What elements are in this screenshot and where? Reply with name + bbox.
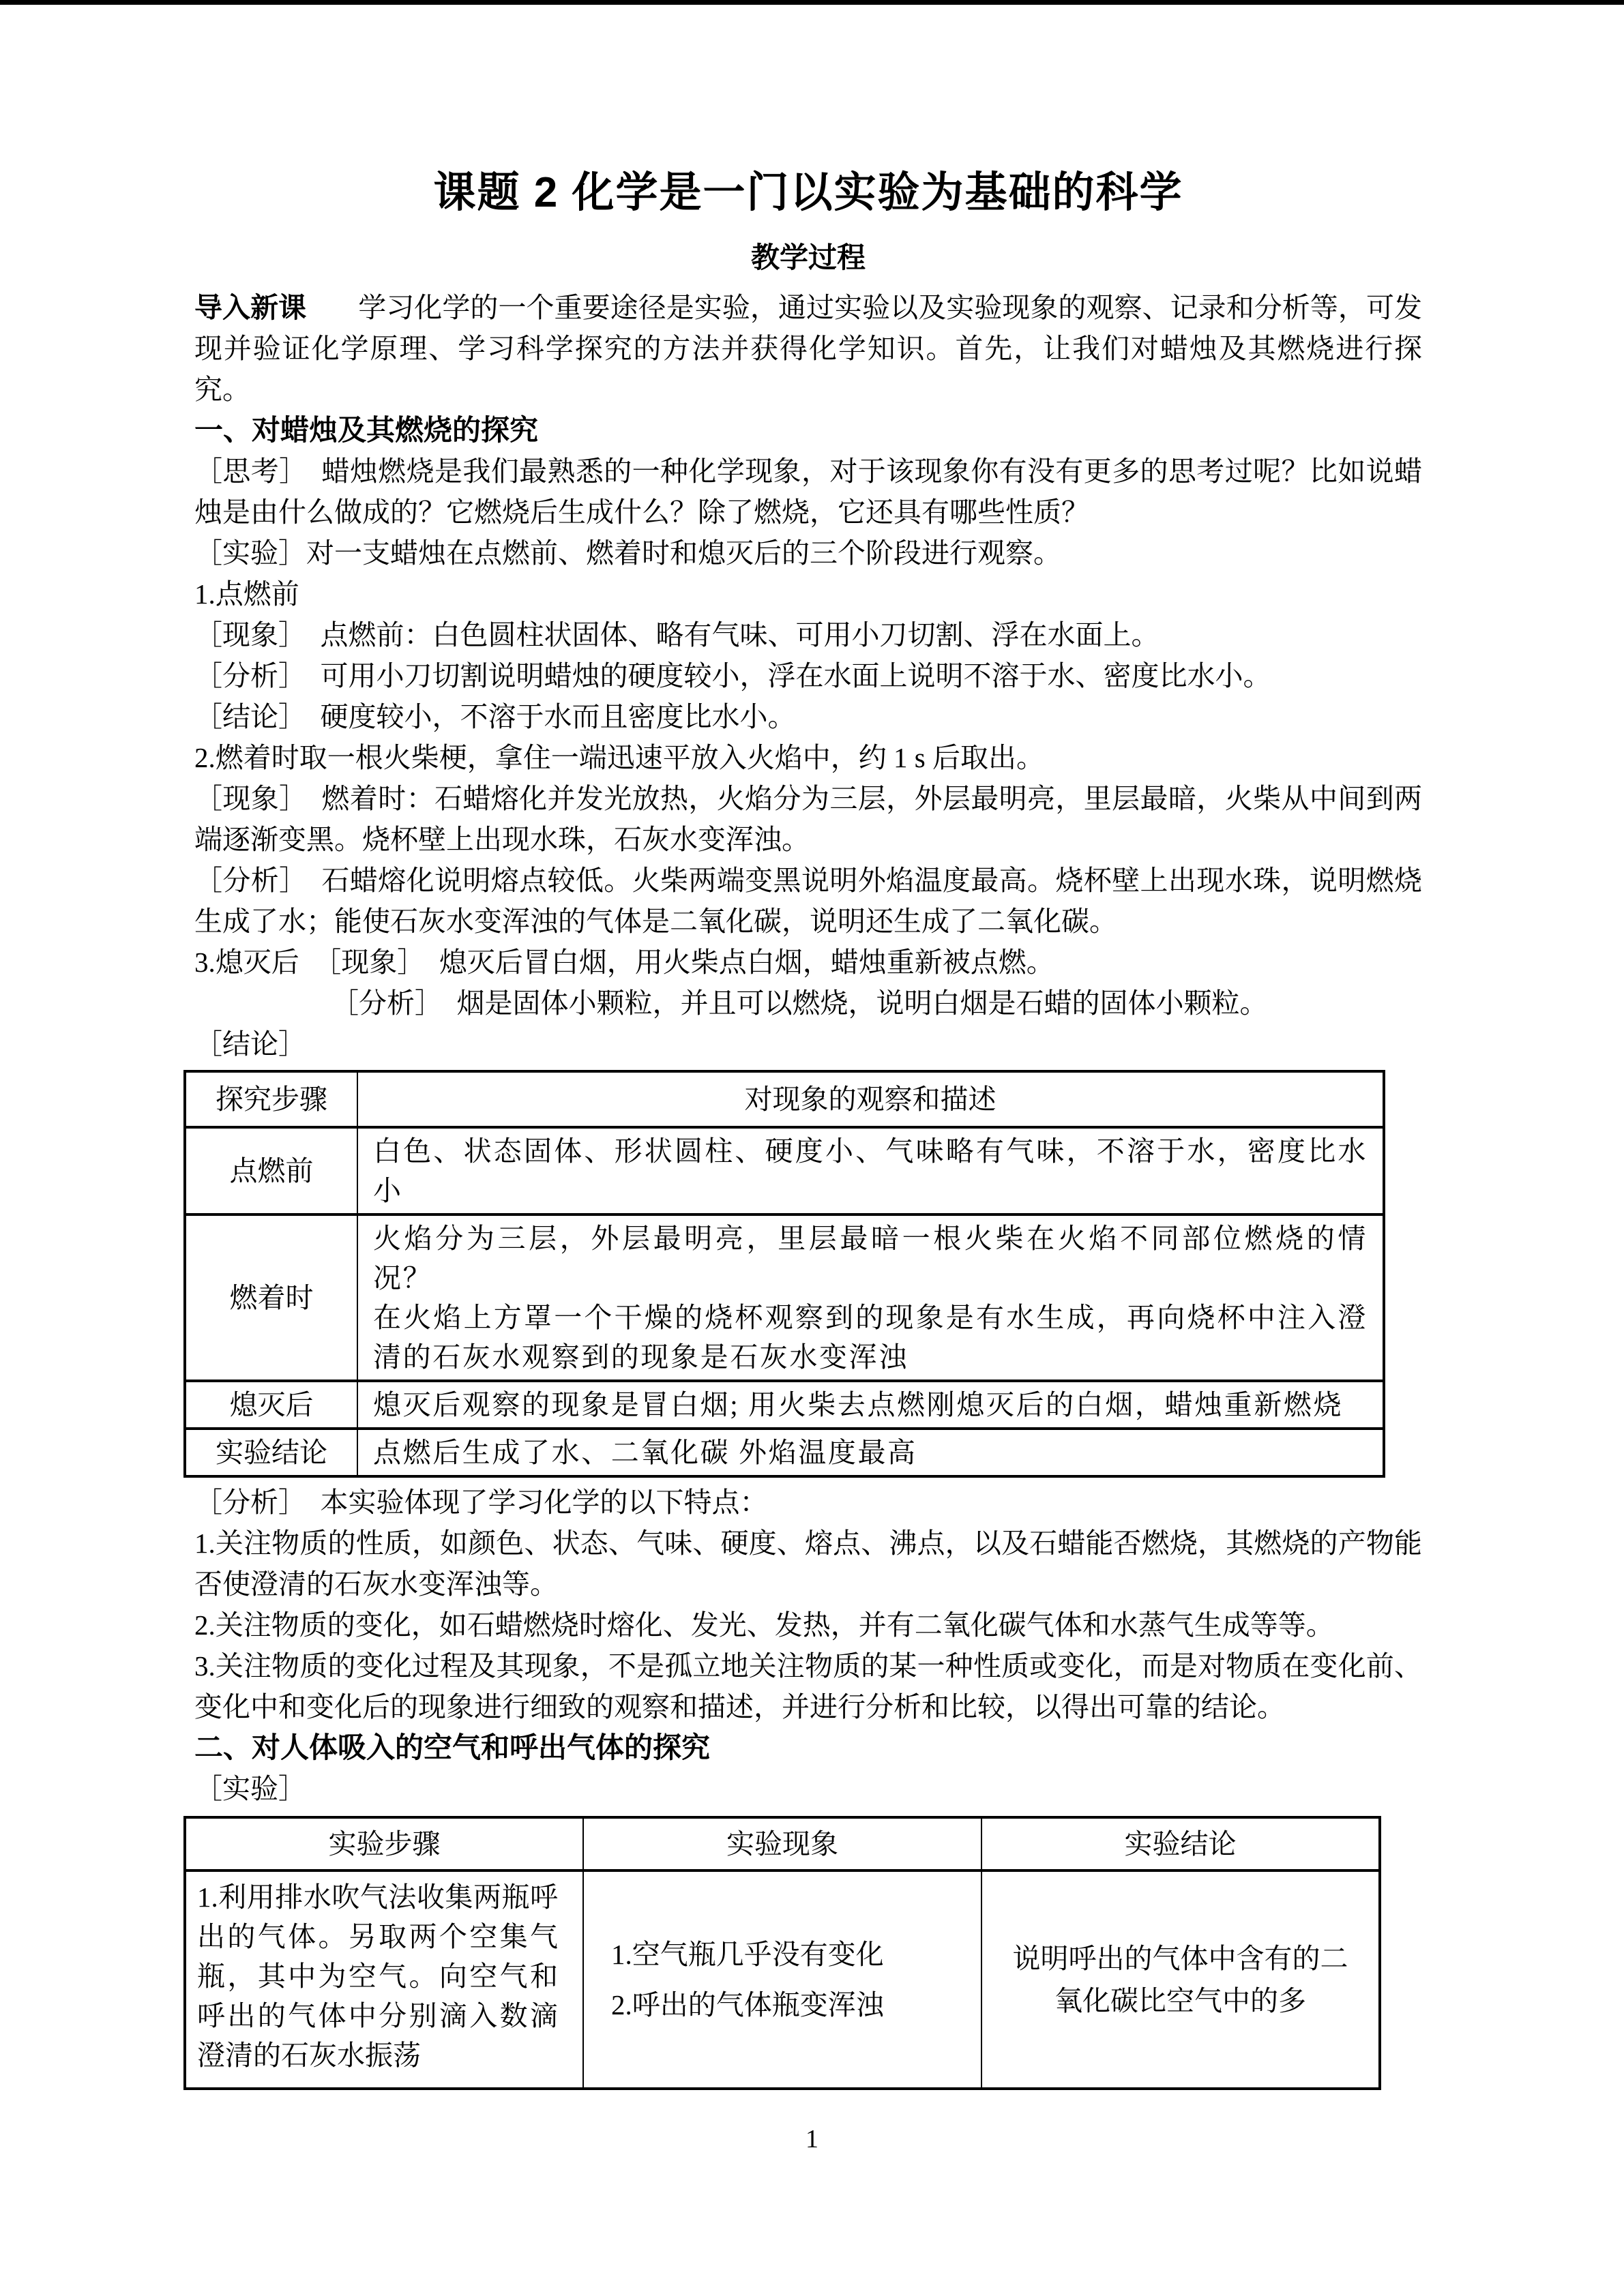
table-row (185, 1214, 1384, 1381)
para-stage1-phenomenon: ［现象］ 点燃前：白色圆柱状固体、略有气味、可用小刀切割、浮在水面上。 (194, 619, 1160, 651)
para-experiment-label: ［实验］ (194, 1773, 306, 1804)
phenomenon-1: 1.空气瓶几乎没有变化 (611, 1939, 884, 1970)
phenomenon-2: 2.呼出的气体瓶变浑浊 (611, 1989, 884, 2021)
candle-observation-table (183, 1070, 1385, 1478)
desc-line-2: 在火焰上方罩一个干燥的烧杯观察到的现象是有水生成，再向烧杯中注入澄清的石灰水观察到的现象是石灰水变浑浊 (373, 1302, 1368, 1373)
row-desc-after-extinguish: 熄灭后观察的现象是冒白烟; 用火柴去点燃刚熄灭后的白烟，蜡烛重新燃烧 (357, 1381, 1384, 1429)
table-header-row (185, 1817, 1380, 1870)
row-step-before-lighting: 点燃前 (185, 1127, 357, 1214)
page-top-edge (0, 0, 1624, 5)
table-row (185, 1429, 1384, 1476)
para-conclusion-label: ［结论］ (194, 1028, 306, 1060)
intro-text: 学习化学的一个重要途径是实验，通过实验以及实验现象的观察、记录和分析等，可发现并验证化学原理、学习科学探究的方法并获得化学知识。首先，让我们对蜡烛及其燃烧进行探究。 (194, 292, 1423, 405)
row-desc-while-burning (357, 1214, 1384, 1381)
para-think: ［思考］ 蜡烛燃烧是我们最熟悉的一种化学现象，对于该现象你有没有更多的思考过呢？比如说蜡烛是由什么做成的？它燃烧后生成什么？除了燃烧，它还具有哪些性质？ (194, 456, 1422, 528)
row-step-while-burning: 燃着时 (185, 1214, 357, 1381)
para-experiment: ［实验］对一支蜡烛在点燃前、燃着时和熄灭后的三个阶段进行观察。 (194, 537, 1061, 569)
para-stage2-phenomenon: ［现象］ 燃着时：石蜡熔化并发光放热，火焰分为三层，外层最明亮，里层最暗，火柴从中间到两端逐渐变黑。烧杯壁上出现水珠，石灰水变浑浊。 (194, 783, 1422, 855)
para-stage1-conclusion: ［结论］ 硬度较小，不溶于水而且密度比水小。 (194, 701, 796, 732)
section2-heading: 二、对人体吸入的空气和呼出气体的探究 (194, 1731, 711, 1763)
para-feature-2: 2.关注物质的变化，如石蜡燃烧时熔化、发光、发热，并有二氧化碳气体和水蒸气生成等等。 (194, 1609, 1334, 1641)
col-header-steps: 实验步骤 (185, 1817, 583, 1870)
para-analysis-features: ［分析］ 本实验体现了学习化学的以下特点： (194, 1487, 768, 1518)
col-header-step: 探究步骤 (185, 1071, 357, 1127)
para-stage2-label: 2.燃着时取一根火柴梗，拿住一端迅速平放入火焰中，约 1 s 后取出。 (194, 742, 1044, 773)
section1-heading: 一、对蜡烛及其燃烧的探究 (194, 414, 539, 446)
table-row (185, 1870, 1380, 2089)
lead-in-label: 导入新课 (194, 292, 307, 323)
col-header-description: 对现象的观察和描述 (357, 1071, 1384, 1127)
document-page (194, 164, 1422, 2090)
row-step-after-extinguish: 熄灭后 (185, 1381, 357, 1429)
row-step-conclusion: 实验结论 (185, 1429, 357, 1476)
table-header-row (185, 1071, 1384, 1127)
para-feature-1: 1.关注物质的性质，如颜色、状态、气味、硬度、熔点、沸点，以及石蜡能否燃烧，其燃烧的产物能否使澄清的石灰水变浑浊等。 (194, 1527, 1422, 1600)
col-header-conclusion: 实验结论 (981, 1817, 1380, 1870)
para-feature-3: 3.关注物质的变化过程及其现象，不是孤立地关注物质的某一种性质或变化，而是对物质在变化前、变化中和变化后的现象进行细致的观察和描述，并进行分析和比较，以得出可靠的结论。 (194, 1650, 1422, 1723)
intro-paragraph (194, 287, 1422, 410)
para-stage1-label: 1.点燃前 (194, 578, 299, 610)
para-stage1-analysis: ［分析］ 可用小刀切割说明蜡烛的硬度较小，浮在水面上说明不溶于水、密度比水小。 (194, 660, 1271, 691)
table-row (185, 1127, 1384, 1214)
row-desc-before-lighting: 白色、状态固体、形状圆柱、硬度小、气味略有气味，不溶于水，密度比水小 (357, 1127, 1384, 1214)
cell-experiment-phenomena (583, 1870, 981, 2089)
table-row (185, 1381, 1384, 1429)
para-stage3-phenomenon: 3.熄灭后 ［现象］ 熄灭后冒白烟，用火柴点白烟，蜡烛重新被点燃。 (194, 946, 1054, 978)
row-desc-conclusion: 点燃后生成了水、二氧化碳 外焰温度最高 (357, 1429, 1384, 1476)
cell-experiment-steps: 1.利用排水吹气法收集两瓶呼出的气体。另取两个空集气瓶，其中为空气。向空气和呼出的气体中分别滴入数滴澄清的石灰水振荡 (185, 1870, 583, 2089)
page-title: 课题 2 化学是一门以实验为基础的科学 (433, 169, 1183, 216)
para-stage2-analysis: ［分析］ 石蜡熔化说明熔点较低。火柴两端变黑说明外焰温度最高。烧杯壁上出现水珠，说明燃烧生成了水；能使石灰水变浑浊的气体是二氧化碳，说明还生成了二氧化碳。 (194, 865, 1422, 937)
page-number: 1 (806, 2125, 818, 2153)
para-stage3-analysis: ［分析］ 烟是固体小颗粒，并且可以燃烧，说明白烟是石蜡的固体小颗粒。 (331, 987, 1268, 1019)
page-subtitle: 教学过程 (750, 241, 866, 273)
cell-experiment-conclusion: 说明呼出的气体中含有的二氧化碳比空气中的多 (981, 1870, 1380, 2089)
desc-line-1: 火焰分为三层，外层最明亮，里层最暗一根火柴在火焰不同部位燃烧的情况？ (373, 1223, 1368, 1294)
breath-experiment-table (183, 1816, 1381, 2090)
col-header-phenomena: 实验现象 (583, 1817, 981, 1870)
